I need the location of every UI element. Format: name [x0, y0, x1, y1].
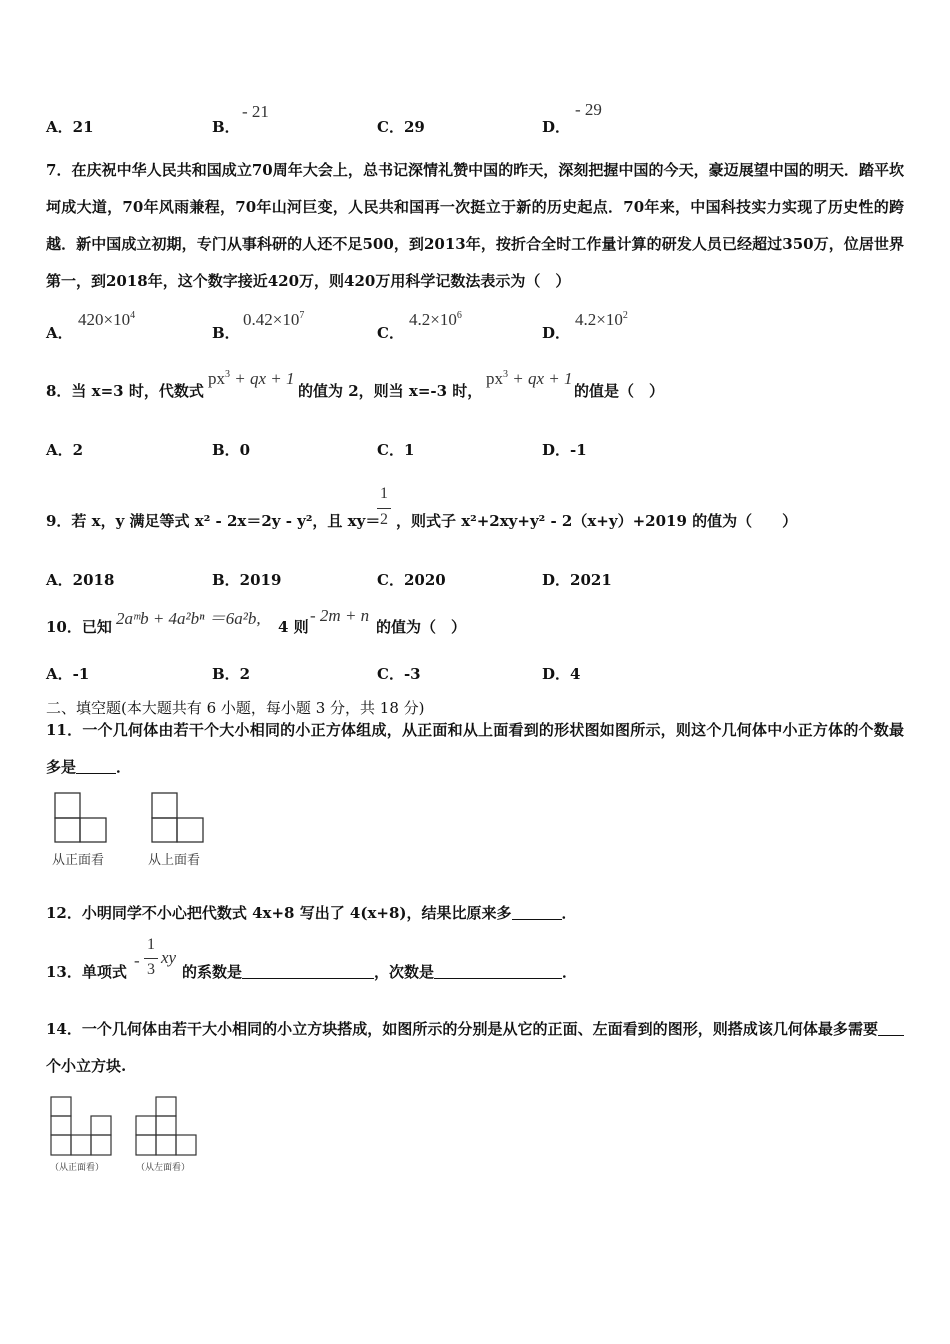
q6-option-d-value: - 29 — [575, 100, 602, 119]
option-label: A． — [46, 324, 73, 342]
q8-question-mid: 的值为 2，则当 x=-3 时， — [298, 382, 483, 400]
q9-option-c: C．2020 — [377, 571, 446, 589]
q9-fraction-bar — [377, 508, 391, 509]
q13-question-mid: 的系数是 ，次数是 ． — [182, 963, 578, 981]
q7-option-c — [377, 322, 404, 343]
option-label: B． — [212, 118, 240, 136]
q7-option-c-value: $4.2\times 10^6$ — [409, 310, 462, 329]
q10-option-b: B．2 — [212, 665, 251, 683]
section-title: 二、填空题(本大题共有 6 小题，每小题 3 分，共 18 分) — [46, 699, 425, 717]
q11-top-view-label: 从上面看 — [148, 853, 201, 868]
answer-blank[interactable] — [512, 905, 562, 920]
q8-expression-2: $px^3$ + qx + 1 — [486, 369, 573, 388]
q8-option-d: D．-1 — [542, 441, 587, 459]
q14-left-view-figure — [133, 1094, 199, 1158]
q13-variable: xy — [161, 948, 177, 967]
answer-blank[interactable] — [878, 1021, 904, 1036]
q10-option-d: D．4 — [542, 665, 581, 683]
coefficient-blank[interactable] — [242, 964, 374, 979]
option-label: B． — [212, 324, 240, 342]
q11-question-text: 11．一个几何体由若干个大小相同的小正方体组成，从正面和从上面看到的形状图如图所示，则这个几何体中小正方体的个数最多是 ． — [46, 721, 904, 776]
q7-option-b-value: $0.42\times 10^7$ — [243, 310, 305, 329]
q7-option-d-value: $4.2\times 10^2$ — [575, 310, 628, 329]
q9-question-post: ，则式子 x²+2xy+y² - 2（x+y）+2019 的值为（ ） — [396, 512, 798, 530]
q8-question-post: 的值是（ ） — [574, 382, 665, 400]
option-label: C． — [377, 324, 404, 342]
q6-option-b-value: - 21 — [242, 102, 269, 121]
q11-top-view-figure — [147, 790, 209, 844]
q7-option-a — [46, 322, 73, 343]
q10-question-mid: 4 则 — [278, 618, 309, 636]
q7-option-d — [542, 322, 570, 343]
q9-fraction-denominator: 2 — [380, 511, 388, 528]
q7-option-a-value: $420\times 10^4$ — [78, 310, 136, 329]
option-label: C． — [377, 118, 404, 136]
q13-fraction-bar — [144, 958, 158, 959]
q14-front-view-label: （从正面看） — [50, 1163, 105, 1173]
q9-option-d: D．2021 — [542, 571, 612, 589]
q11-front-view-figure — [50, 790, 112, 844]
q6-option-d — [542, 116, 570, 137]
q10-expression-2: - 2m + n — [310, 606, 370, 625]
q10-expression-1: 2aᵐb + 4a²bⁿ ＝6a²b, — [116, 609, 261, 628]
q9-option-b: B．2019 — [212, 571, 282, 589]
q12-question-text: 12．小明同学不小心把代数式 4x+8 写出了 4(x+8)，结果比原来多 ． — [46, 904, 577, 922]
option-label: D． — [542, 118, 571, 136]
q13-fraction-numerator: 1 — [147, 936, 155, 953]
q6-option-c — [377, 116, 425, 137]
option-value: 29 — [403, 118, 425, 136]
option-label: D． — [542, 324, 571, 342]
q13-sign: - — [134, 951, 140, 970]
q8-question-pre: 8．当 x=3 时，代数式 — [46, 382, 204, 400]
q13-question-pre: 13．单项式 — [46, 963, 127, 981]
q14-left-view-label: （从左面看） — [136, 1163, 191, 1173]
q6-option-b — [212, 116, 240, 137]
q10-option-c: C．-3 — [377, 665, 421, 683]
q11-front-view-label: 从正面看 — [52, 853, 105, 868]
q10-option-a: A．-1 — [46, 665, 90, 683]
q10-question-pre: 10．已知 — [46, 618, 112, 636]
degree-blank[interactable] — [434, 964, 562, 979]
q9-question-pre: 9．若 x，y 满足等式 x² - 2x＝2y - y²，且 xy＝ — [46, 512, 381, 530]
option-label: A． — [46, 118, 73, 136]
q9-fraction-numerator: 1 — [380, 485, 388, 502]
q7-question-text: 7．在庆祝中华人民共和国成立70周年大会上，总书记深情礼赞中国的昨天，深刻把握中国的今天，豪迈展望中国的明天．踏平坎坷成大道，70年风雨兼程，70年山河巨变，人民共和国再一次挺立于新的历史起点．70年来，中国科技实力实现了历史性的跨越．新中国成立初期，专门从事科研的人还不足500，到2013年，按折合全时工作量计算的研发人员已经超过350万，位居世界第一，到2018年，这个数字接近420万，则420万用科学记数法表示为（ ） — [46, 161, 904, 290]
option-value: 21 — [72, 118, 94, 136]
q14-question-text: 14．一个几何体由若干大小相同的小立方块搭成，如图所示的分别是从它的正面、左面看到的图形，则搭成该几何体最多需要个小立方块. — [46, 1011, 904, 1085]
q13-fraction-denominator: 3 — [147, 961, 155, 978]
q14-front-view-figure — [48, 1094, 114, 1158]
q8-option-b: B．0 — [212, 441, 251, 459]
q7-option-b — [212, 322, 240, 343]
q10-question-post: 的值为（ ） — [376, 618, 467, 636]
q8-expression-1: $px^3$ + qx + 1 — [208, 369, 295, 388]
q6-option-a — [46, 116, 94, 137]
answer-blank[interactable] — [76, 759, 116, 774]
q8-option-c: C．1 — [377, 441, 415, 459]
q9-option-a: A．2018 — [46, 571, 115, 589]
q8-option-a: A．2 — [46, 441, 84, 459]
